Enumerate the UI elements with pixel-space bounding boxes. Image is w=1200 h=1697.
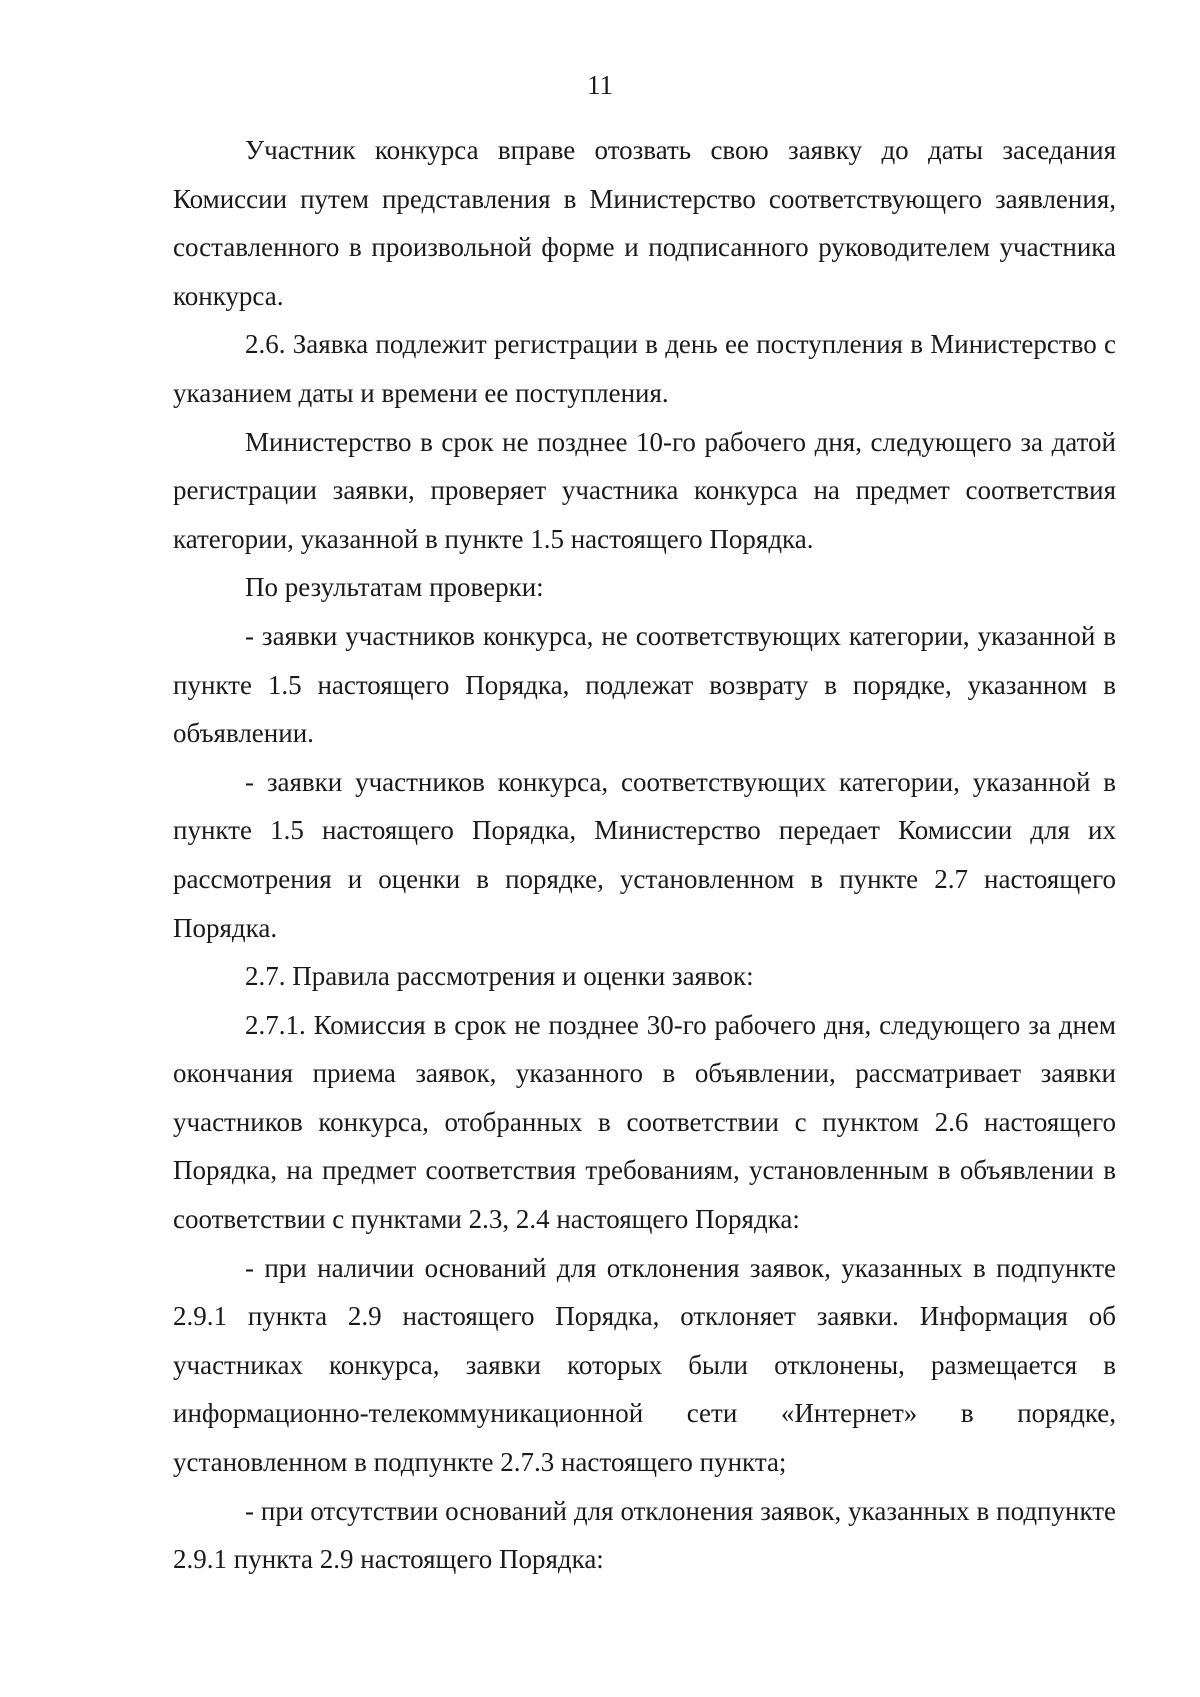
paragraph-check-results: По результатам проверки:: [245, 572, 544, 603]
list-item-return-applications: - заявки участников конкурса, не соответствующих категории, указанной в пункте 1.5 настоящего Порядка, подлежат возврату в порядке, указанном в объявлении.: [173, 620, 1116, 749]
page-number: 11: [587, 70, 613, 100]
paragraph-2-6-registration: 2.6. Заявка подлежит регистрации в день ее поступления в Министерство с указанием даты и времени ее поступления.: [173, 329, 1116, 408]
paragraph-2-7-rules: 2.7. Правила рассмотрения и оценки заявок:: [245, 961, 754, 992]
list-item-reject-applications: - при наличии оснований для отклонения заявок, указанных в подпункте 2.9.1 пункта 2.9 настоящего Порядка, отклоняет заявки. Информация об участниках конкурса, заявки которых были отклонены, размещается в информационно-телекоммуникационной сети «Интернет» в порядке, установленном в подпункте 2.7.3 настоящего пункта;: [173, 1252, 1116, 1478]
list-item-pass-to-commission: - заявки участников конкурса, соответствующих категории, указанной в пункте 1.5 настоящего Порядка, Министерство передает Комиссии для их рассмотрения и оценки в порядке, установленном в пункте 2.7 настоящего Порядка.: [173, 766, 1116, 943]
list-item-no-grounds-for-rejection: - при отсутствии оснований для отклонения заявок, указанных в подпункте 2.9.1 пункта 2.9 настоящего Порядка:: [173, 1495, 1116, 1575]
paragraph-ministry-check: Министерство в срок не позднее 10-го рабочего дня, следующего за датой регистрации заявки, проверяет участника конкурса на предмет соответствия категории, указанной в пункте 1.5 настоящего Порядка.: [173, 426, 1116, 554]
paragraph-2-7-1-commission-review: 2.7.1. Комиссия в срок не позднее 30-го рабочего дня, следующего за днем окончания приема заявок, указанного в объявлении, рассматривает заявки участников конкурса, отобранных в соответствии с пунктом 2.6 настоящего Порядка, на предмет соответствия требованиям, установленным в объявлении в соответствии с пунктами 2.3, 2.4 настоящего Порядка:: [173, 1009, 1116, 1235]
paragraph-withdraw-application: Участник конкурса вправе отозвать свою заявку до даты заседания Комиссии путем представления в Министерство соответствующего заявления, составленного в произвольной форме и подписанного руководителем участника конкурса.: [173, 135, 1116, 311]
document-body: [173, 126, 1116, 1584]
